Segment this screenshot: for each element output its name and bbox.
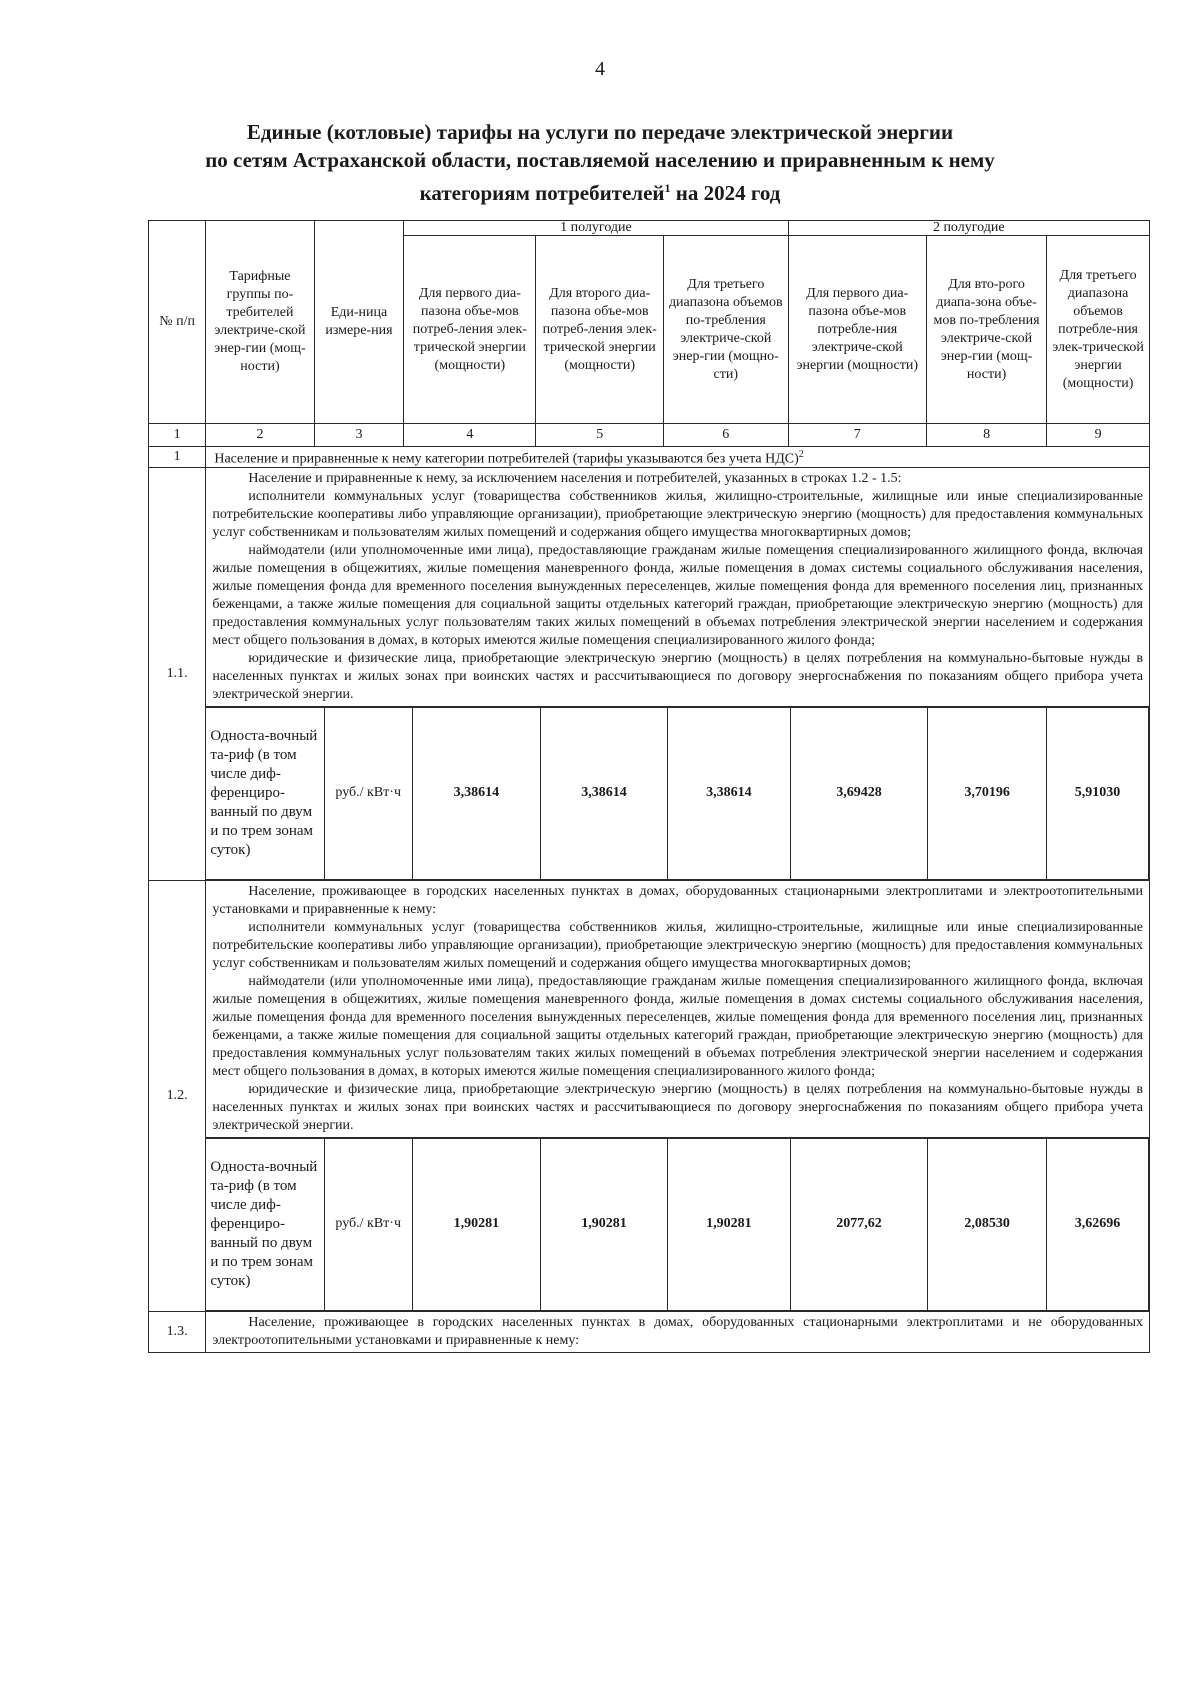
title-line-2: по сетям Астраханской области, поставляемой населению и приравненным к нему (205, 148, 995, 172)
unit-label: руб./ кВт·ч (324, 1138, 412, 1310)
row-1-3-para-1: Население, проживающее в городских населенных пунктах в домах, оборудованных стационарными электроплитами и не оборудованных электроотопительными установками и приравненные к нему: (212, 1314, 1143, 1348)
header-h1-range-1: Для первого диа-пазона объе-мов потреб-ления элек-трической энергии (мощности) (404, 236, 536, 424)
footnote-ref-2: 2 (798, 449, 804, 460)
section-1-row (149, 447, 1150, 468)
header-h2-range-3: Для третьего диапазона объемов потребле-ния элек-трической энергии (мощности) (1047, 236, 1150, 424)
tariff-group-label: Односта-вочный та-риф (в том числе диф-ференциро-ванный по двум и по трем зонам суток) (206, 707, 324, 879)
document-title (150, 118, 1050, 207)
tariff-value: 5,91030 (1047, 707, 1149, 879)
row-1-1-para-1: Население и приравненные к нему, за исключением населения и потребителей, указанных в строках 1.2 - 1.5: (248, 470, 902, 486)
column-number: 5 (536, 424, 664, 447)
tariff-group-label: Односта-вочный та-риф (в том числе диф-ференциро-ванный по двум и по трем зонам суток) (206, 1138, 324, 1310)
column-number: 7 (788, 424, 927, 447)
row-1-2-description (206, 880, 1150, 1137)
row-1-1-tariff (149, 706, 1150, 880)
header-row-1 (149, 221, 1150, 236)
row-1-1-tariff-table (206, 707, 1149, 880)
header-unit: Еди-ница измере-ния (314, 221, 404, 424)
row-1-1-para-3: наймодатели (или уполномоченные ими лица), предоставляющие гражданам жилые помещения специализированного жилищного фонда, включая жилые помещения в общежитиях, жилые помещения маневренного фонда, жилые помещения в домах системы социального обслуживания населения, жилые помещения фонда для временного поселения вынужденных переселенцев, жилые помещения фонда для временного поселения лиц, признанных беженцами, а также жилые помещения для социальной защиты отдельных категорий граждан, приобретающие электрическую энергию (мощность) для предоставления коммунальных услуг пользователям таких жилых помещений в объемах потребления электрической энергии населением и содержания мест общего пользования в домах, в которых имеются жилые помещения специализированного жилого фонда; (212, 542, 1143, 648)
column-number: 3 (314, 424, 404, 447)
header-h2-range-2: Для вто-рого диапа-зона объе-мов по-требления электриче-ской энер-гии (мощ-ности) (927, 236, 1047, 424)
row-1-3-description (206, 1311, 1150, 1352)
row-1-3-index: 1.3. (149, 1311, 206, 1352)
row-1-2-para-3: наймодатели (или уполномоченные ими лица), предоставляющие гражданам жилые помещения специализированного жилищного фонда, включая жилые помещения в общежитиях, жилые помещения маневренного фонда, жилые помещения в домах системы социального обслуживания населения, жилые помещения фонда для временного поселения вынужденных переселенцев, жилые помещения фонда для временного поселения лиц, признанных беженцами, а также жилые помещения для социальной защиты отдельных категорий граждан, приобретающие электрическую энергию (мощность) для предоставления коммунальных услуг пользователям таких жилых помещений в объемах потребления электрической энергии населением и содержания мест общего пользования в домах, в которых имеются жилые помещения специализированного жилого фонда; (212, 973, 1143, 1079)
row-1-2-para-1: Население, проживающее в городских населенных пунктах в домах, оборудованных стационарными электроплитами и электроотопительными установками и приравненные к нему: (212, 883, 1143, 917)
section-1-index: 1 (149, 447, 206, 468)
tariff-value: 3,70196 (928, 707, 1047, 879)
row-1-2-index: 1.2. (149, 880, 206, 1311)
tariff-value: 1,90281 (667, 1138, 790, 1310)
column-number: 6 (664, 424, 788, 447)
row-1-2-para-4: юридические и физические лица, приобретающие электрическую энергию (мощность) в целях потребления на коммунально-бытовые нужды в населенных пунктах и жилых зонах при воинских частях и рассчитывающиеся по договору энергоснабжения по показаниям общего прибора учета электрической энергии. (212, 1081, 1143, 1133)
header-h1-range-3: Для третьего диапазона объемов по-требления электриче-ской энер-гии (мощно-сти) (664, 236, 788, 424)
header-h1-range-2: Для второго диа-пазона объе-мов потреб-ления элек-трической энергии (мощности) (536, 236, 664, 424)
column-number: 4 (404, 424, 536, 447)
column-numbers-row (149, 424, 1150, 447)
tariff-value: 2077,62 (790, 1138, 927, 1310)
column-number: 1 (149, 424, 206, 447)
row-1-2-tariff (149, 1137, 1150, 1311)
row-1-3 (149, 1311, 1150, 1352)
tariff-value: 3,69428 (790, 707, 927, 879)
page-number: 4 (595, 58, 605, 80)
tariff-value: 1,90281 (541, 1138, 667, 1310)
row-1-2-tariff-cell (206, 1137, 1150, 1311)
row-1-1-index: 1.1. (149, 467, 206, 880)
row-1-1-para-4: юридические и физические лица, приобретающие электрическую энергию (мощность) в целях потребления на коммунально-бытовые нужды в населенных пунктах и жилых зонах при воинских частях и рассчитывающиеся по договору энергоснабжения по показаниям общего прибора учета электрической энергии. (212, 650, 1143, 702)
footnote-ref-1: 1 (664, 181, 671, 195)
tariff-value: 3,38614 (412, 707, 541, 879)
row-1-2-tariff-table (206, 1138, 1149, 1311)
row-1-1 (149, 467, 1150, 706)
tariff-value: 3,38614 (541, 707, 667, 879)
column-number: 9 (1047, 424, 1150, 447)
section-1-title: Население и приравненные к нему категории потребителей (тарифы указываются без учета НДС)$^2$ (206, 447, 1150, 468)
row-1-1-para-2: исполнители коммунальных услуг (товарищества собственников жилья, жилищно-строительные, жилищные или иные специализированные потребительские кооперативы либо управляющие организации), приобретающие электрическую энергию (мощность) для предоставления коммунальных услуг собственникам и пользователям жилых помещений и содержания общего имущества многоквартирных домов; (212, 488, 1143, 540)
row-1-2-para-2: исполнители коммунальных услуг (товарищества собственников жилья, жилищно-строительные, жилищные или иные специализированные потребительские кооперативы либо управляющие организации), приобретающие электрическую энергию (мощность) для предоставления коммунальных услуг собственникам и пользователям жилых помещений и содержания общего имущества многоквартирных домов; (212, 919, 1143, 971)
row-1-2 (149, 880, 1150, 1137)
tariff-value: 1,90281 (412, 1138, 541, 1310)
row-1-1-tariff-cell (206, 706, 1150, 880)
tariff-value: 3,62696 (1047, 1138, 1149, 1310)
header-half-1: 1 полугодие (404, 221, 788, 236)
tariff-table (148, 220, 1150, 1353)
tariff-value: 3,38614 (667, 707, 790, 879)
title-line-3: категориям потребителей$^1$ на 2024 год (419, 181, 781, 205)
title-line-1: Единые (котловые) тарифы на услуги по передаче электрической энергии (246, 120, 954, 144)
header-group: Тарифные группы по-требителей электриче-ской энер-гии (мощ-ности) (206, 221, 314, 424)
header-h2-range-1: Для первого диа-пазона объе-мов потребле-ния электриче-ской энергии (мощности) (788, 236, 927, 424)
column-number: 2 (206, 424, 314, 447)
header-no: № п/п (149, 221, 206, 424)
header-half-2: 2 полугодие (788, 221, 1149, 236)
unit-label: руб./ кВт·ч (324, 707, 412, 879)
column-number: 8 (927, 424, 1047, 447)
tariff-value: 2,08530 (928, 1138, 1047, 1310)
row-1-1-description (206, 467, 1150, 706)
